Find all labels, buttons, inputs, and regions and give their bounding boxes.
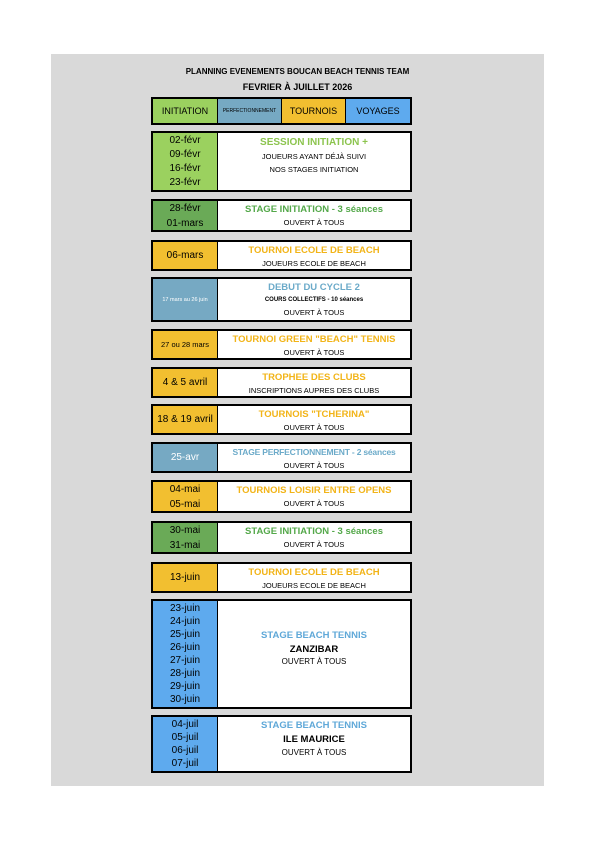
event-dates	[153, 369, 218, 396]
event-trophee-clubs	[151, 367, 412, 398]
event-date: 04-mai	[169, 483, 201, 495]
event-debut-cycle-2	[151, 277, 412, 322]
event-date: 27 ou 28 mars	[161, 340, 209, 349]
event-title: STAGE INITIATION - 3 séances	[245, 526, 383, 537]
event-stage-initiation-mai	[151, 521, 412, 554]
event-destination: ZANZIBAR	[289, 643, 339, 655]
event-date: 25-avr	[170, 452, 200, 463]
event-info: COURS COLLECTIFS - 10 séances	[264, 297, 364, 303]
event-dates	[153, 242, 218, 269]
event-details	[218, 133, 410, 190]
event-info: OUVERT À TOUS	[281, 748, 347, 757]
event-date: 31-mai	[169, 539, 201, 551]
event-details	[218, 717, 410, 771]
event-details	[218, 331, 410, 358]
event-tournois-loisir	[151, 480, 412, 513]
event-date: 27-juin	[169, 655, 201, 666]
event-tournois-tcherina	[151, 404, 412, 435]
event-info: OUVERT À TOUS	[283, 348, 345, 357]
event-voyage-zanzibar	[151, 599, 412, 709]
event-dates	[153, 201, 218, 230]
event-dates	[153, 331, 218, 358]
event-title: TOURNOI ECOLE DE BEACH	[248, 567, 380, 578]
event-date: 23-févr	[169, 176, 201, 188]
event-title: STAGE INITIATION - 3 séances	[245, 204, 383, 215]
event-date: 13-juin	[169, 572, 201, 583]
event-details	[218, 564, 410, 591]
legend-initiation: INITIATION	[153, 99, 218, 123]
event-date: 26-juin	[169, 642, 201, 653]
document-title: PLANNING EVENEMENTS BOUCAN BEACH TENNIS TEAM	[185, 67, 410, 76]
event-dates	[153, 482, 218, 511]
event-tournoi-green	[151, 329, 412, 360]
event-dates	[153, 523, 218, 552]
event-info: OUVERT À TOUS	[283, 499, 345, 508]
event-title: TOURNOIS LOISIR ENTRE OPENS	[236, 485, 392, 496]
event-title: STAGE BEACH TENNIS	[261, 629, 367, 641]
event-title: TOURNOI ECOLE DE BEACH	[248, 245, 380, 256]
event-date: 4 & 5 avril	[162, 377, 208, 388]
event-date: 30-juin	[169, 694, 201, 705]
event-date: 17 mars au 26 juin	[162, 296, 208, 303]
event-details	[218, 369, 410, 396]
event-date: 28-févr	[169, 202, 201, 214]
event-details	[218, 279, 410, 320]
event-info: OUVERT À TOUS	[283, 218, 345, 227]
event-date: 05-mai	[169, 498, 201, 510]
event-dates	[153, 564, 218, 591]
event-info: OUVERT À TOUS	[283, 423, 345, 432]
event-dates	[153, 279, 218, 320]
event-date: 24-juin	[169, 616, 201, 627]
event-date: 18 & 19 avril	[157, 414, 213, 425]
event-info: JOUEURS AYANT DÉJÀ SUIVI	[261, 152, 367, 161]
event-date: 30-mai	[169, 524, 201, 536]
event-date: 29-juin	[169, 681, 201, 692]
event-details	[218, 444, 410, 471]
event-info: OUVERT À TOUS	[283, 308, 345, 317]
event-date: 23-juin	[169, 603, 201, 614]
legend-perfectionnement: PERFECTIONNEMENT	[218, 99, 282, 123]
event-info: OUVERT À TOUS	[281, 656, 347, 666]
event-date: 16-févr	[169, 162, 201, 174]
event-dates	[153, 601, 218, 707]
event-info: JOUEURS ECOLE DE BEACH	[262, 581, 366, 590]
event-title: STAGE BEACH TENNIS	[261, 720, 367, 731]
document-subtitle: FEVRIER À JUILLET 2026	[242, 82, 353, 92]
event-date: 05-juil	[171, 732, 199, 743]
event-date: 01-mars	[166, 217, 204, 229]
event-dates	[153, 444, 218, 471]
event-details	[218, 201, 410, 230]
event-session-initiation-plus	[151, 131, 412, 192]
event-info: INSCRIPTIONS AUPRES DES CLUBS	[248, 386, 380, 395]
event-title: STAGE PERFECTIONNEMENT - 2 séances	[232, 447, 396, 457]
event-details	[218, 406, 410, 433]
event-destination: ILE MAURICE	[283, 734, 345, 745]
event-date: 09-févr	[169, 148, 201, 160]
event-title: DEBUT DU CYCLE 2	[268, 282, 360, 293]
event-stage-initiation-feb	[151, 199, 412, 232]
event-info: NOS STAGES INITIATION	[269, 165, 359, 174]
event-voyage-ile-maurice	[151, 715, 412, 773]
event-title: TOURNOI GREEN "BEACH" TENNIS	[232, 334, 396, 345]
legend-tournois: TOURNOIS	[282, 99, 346, 123]
event-dates	[153, 133, 218, 190]
event-title: SESSION INITIATION +	[260, 137, 368, 148]
event-date: 28-juin	[169, 668, 201, 679]
event-info: OUVERT À TOUS	[283, 461, 345, 470]
event-dates	[153, 717, 218, 771]
event-date: 06-juil	[171, 745, 199, 756]
event-date: 04-juil	[171, 719, 199, 730]
event-details	[218, 242, 410, 269]
event-details	[218, 523, 410, 552]
event-title: TROPHEE DES CLUBS	[262, 372, 366, 383]
event-date: 06-mars	[166, 250, 204, 261]
event-dates	[153, 406, 218, 433]
event-tournoi-ecole-juin	[151, 562, 412, 593]
event-date: 02-févr	[169, 134, 201, 146]
event-details	[218, 601, 410, 707]
event-tournoi-ecole-mars	[151, 240, 412, 271]
event-info: OUVERT À TOUS	[283, 540, 345, 549]
category-legend	[151, 97, 412, 125]
event-stage-perfectionnement	[151, 442, 412, 473]
event-date: 07-juil	[171, 758, 199, 769]
event-title: TOURNOIS "TCHERINA"	[258, 409, 370, 420]
event-date: 25-juin	[169, 629, 201, 640]
event-info: JOUEURS ECOLE DE BEACH	[262, 259, 366, 268]
legend-voyages: VOYAGES	[346, 99, 410, 123]
event-details	[218, 482, 410, 511]
